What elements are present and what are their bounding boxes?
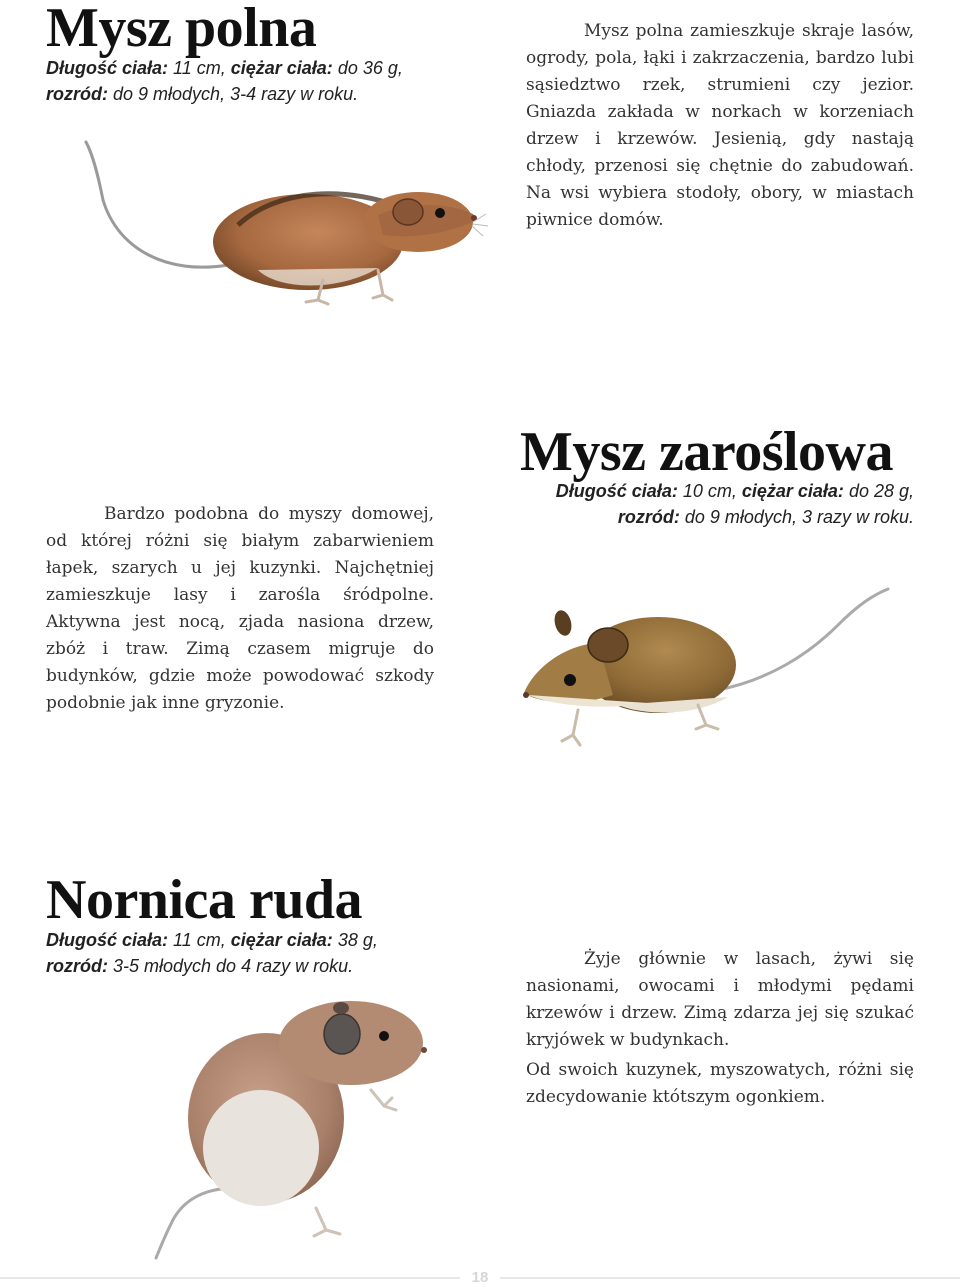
species-title-mysz-polna: Mysz polna (46, 0, 317, 59)
length-value: 11 cm, (168, 930, 231, 950)
weight-label: ciężar ciała: (230, 58, 333, 78)
length-label: Długość ciała: (46, 58, 169, 78)
species-description-mysz-zaroslowa: Bardzo podobna do myszy domowej, od której różni się białym zabarwieniem łapek, szarych u jej kuzynki. Najchętniej zamieszkuje lasy i zarośla śródpolne. Aktywna jest nocą, zjada nasiona drzew, zbóż i traw. Zimą czasem migruje do budynków, gdzie może powodować szkody podobnie jak inne gryzonie. (46, 504, 434, 713)
species-specs-nornica-ruda (46, 927, 446, 979)
species-specs-mysz-polna (46, 55, 446, 107)
species-title-mysz-zaroslowa: Mysz zaroślowa (520, 421, 893, 483)
litter-value: do 9 młodych, 3-4 razy w roku. (108, 84, 359, 104)
length-label: Długość ciała: (555, 481, 678, 501)
litter-value: do 9 młodych, 3 razy w roku. (679, 507, 914, 527)
litter-label: rozród: (617, 507, 680, 527)
page-number: 18 (460, 1269, 500, 1287)
weight-value: 38 g, (332, 930, 378, 950)
length-value: 10 cm, (677, 481, 742, 501)
species-description-nornica-ruda-2: Od swoich kuzynek, myszowatych, różni się zdecydowanie któtszym ogonkiem. (526, 1060, 914, 1107)
weight-label: ciężar ciała: (230, 930, 333, 950)
weight-value: do 36 g, (332, 58, 403, 78)
bank-vole-illustration (126, 998, 432, 1260)
species-description-nornica-ruda: Żyje głównie w lasach, żywi się nasionami, owocami i młodymi pędami krzewów i drzew. Zimą zdarza jej się szukać kryjówek w budynkach. (526, 949, 914, 1050)
wood-mouse-illustration (518, 585, 893, 753)
litter-label: rozród: (46, 84, 108, 104)
weight-value: do 28 g, (843, 481, 914, 501)
weight-label: ciężar ciała: (741, 481, 844, 501)
species-specs-mysz-zaroslowa (490, 478, 914, 530)
striped-field-mouse-illustration (78, 140, 490, 310)
litter-value: 3-5 młodych do 4 razy w roku. (108, 956, 354, 976)
length-label: Długość ciała: (46, 930, 169, 950)
species-description-mysz-polna: Mysz polna zamieszkuje skraje lasów, ogrody, pola, łąki i zakrzaczenia, bardzo lubi sąsiedztwo rzek, strumieni czy jezior. Gniazda zakłada w norkach w korzeniach drzew i krzewów. Jesienią, gdy nastają chłody, przenosi się chętnie do zabudowań. Na wsi wybiera stodoły, obory, w miastach piwnice domów. (526, 21, 914, 230)
length-value: 11 cm, (168, 58, 231, 78)
litter-label: rozród: (46, 956, 108, 976)
species-title-nornica-ruda: Nornica ruda (46, 869, 362, 931)
